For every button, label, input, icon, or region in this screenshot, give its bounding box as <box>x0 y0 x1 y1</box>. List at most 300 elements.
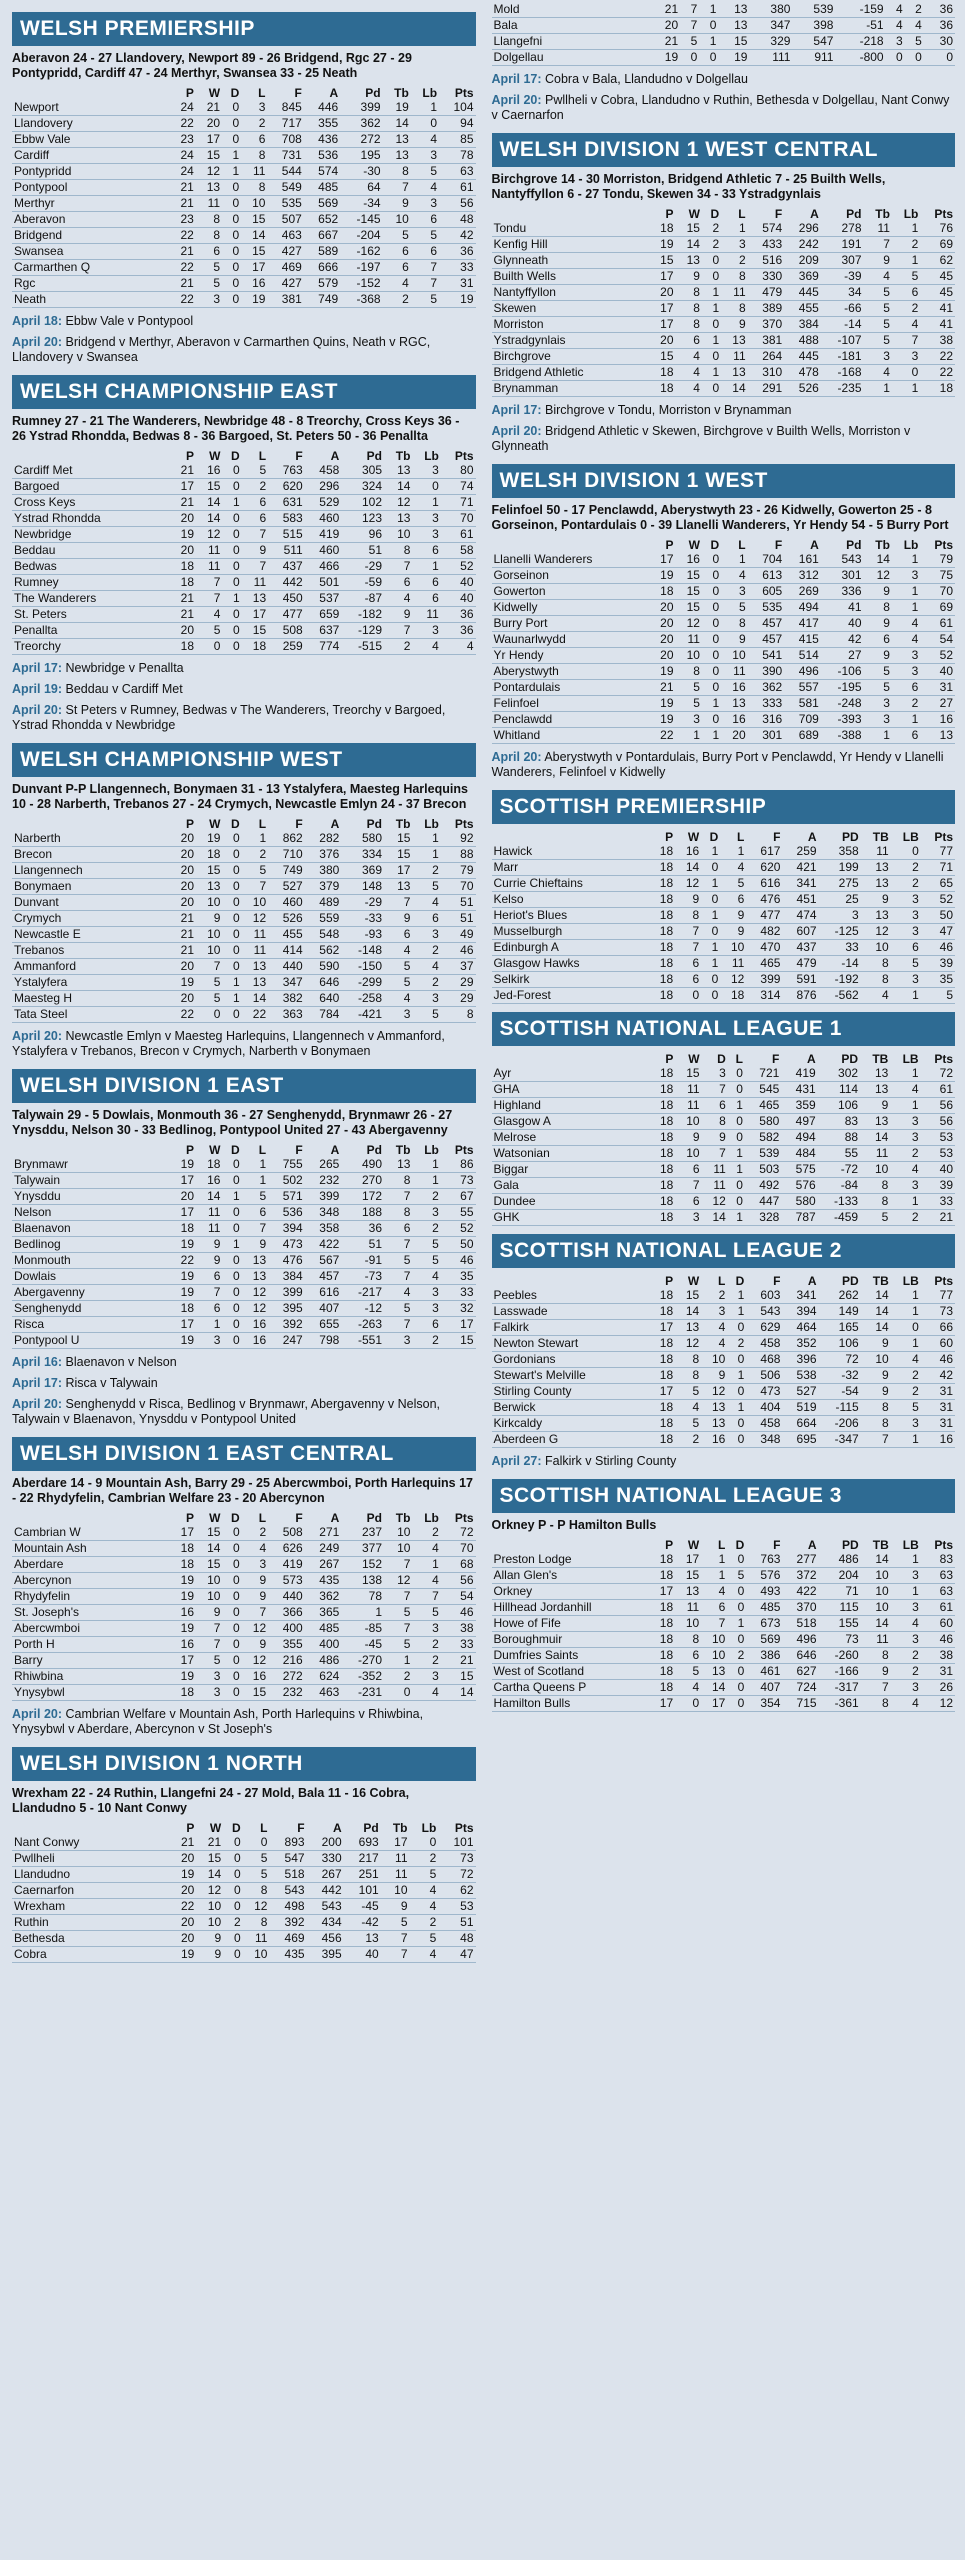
stat-cell: 458 <box>746 1416 782 1432</box>
team-name: Nantyffyllon <box>492 285 650 301</box>
stat-cell: 447 <box>745 1194 781 1210</box>
stat-cell: 21 <box>170 1835 197 1851</box>
table-row <box>12 1851 476 1867</box>
standings-table <box>12 448 476 655</box>
stat-cell: 11 <box>412 607 440 623</box>
stat-cell: 17 <box>241 260 267 276</box>
stat-cell: 787 <box>781 1210 817 1226</box>
table-row <box>12 1867 476 1883</box>
stat-cell: 9 <box>720 924 746 940</box>
right-column <box>492 2 956 2560</box>
stat-cell: 478 <box>784 365 821 381</box>
stat-cell: 11 <box>861 844 891 860</box>
stat-cell: 18 <box>649 1400 675 1416</box>
stat-cell: 22 <box>170 1253 196 1269</box>
table-row <box>492 1336 956 1352</box>
stat-cell: 22 <box>170 1007 196 1023</box>
column-header: Lb <box>421 1820 437 1835</box>
stat-cell: 15 <box>384 831 412 847</box>
stat-cell: 715 <box>782 1696 818 1712</box>
stat-cell: 7 <box>381 1931 410 1947</box>
column-header: LB <box>902 1051 919 1066</box>
stat-cell: 18 <box>170 1221 196 1237</box>
column-header: L <box>738 537 746 552</box>
stat-cell: 14 <box>196 1867 223 1883</box>
stat-cell: 61 <box>920 616 955 632</box>
stat-cell: -148 <box>341 943 384 959</box>
table-row <box>12 1557 476 1573</box>
stat-cell: 18 <box>649 1632 675 1648</box>
stat-cell: 25 <box>819 892 861 908</box>
stat-cell: 5 <box>675 1664 701 1680</box>
stat-cell: 18 <box>170 575 196 591</box>
stat-cell: 485 <box>305 1621 342 1637</box>
fixture-line <box>492 1454 956 1469</box>
stat-cell: 13 <box>861 860 891 876</box>
column-header: Tb <box>395 816 411 831</box>
stat-cell: 13 <box>242 959 268 975</box>
stat-cell: 18 <box>649 1210 675 1226</box>
stat-cell: 10 <box>861 940 891 956</box>
stat-cell: -12 <box>341 1301 384 1317</box>
team-name: Bridgend <box>12 228 170 244</box>
stat-cell: 6 <box>196 1301 222 1317</box>
fixture-date: April 20: <box>12 1029 63 1043</box>
stat-cell: 11 <box>241 164 267 180</box>
league-title: SCOTTISH NATIONAL LEAGUE 1 <box>492 1012 956 1046</box>
stat-cell: 278 <box>821 221 864 237</box>
stat-cell: 35 <box>921 972 955 988</box>
fixture-text: Cambrian Welfare v Mountain Ash, Porth Harlequins v Rhiwbina, Ynysybwl v Aberdare, Abercynon v St Joseph's <box>12 1707 424 1736</box>
stat-cell: 45 <box>920 285 955 301</box>
results-text: Wrexham 22 - 24 Ruthin, Llangefni 24 - 27 Mold, Bala 11 - 16 Cobra, Llandudno 5 - 10 Nant Conwy <box>12 1786 410 1815</box>
table-row <box>12 116 476 132</box>
stat-cell: 455 <box>784 301 821 317</box>
stat-cell: 3 <box>891 892 921 908</box>
stat-cell: 10 <box>701 1632 727 1648</box>
stat-cell: 16 <box>196 1173 222 1189</box>
stat-cell: 580 <box>341 831 384 847</box>
stat-cell: 64 <box>340 180 382 196</box>
stat-cell: 574 <box>748 221 785 237</box>
stat-cell: 259 <box>268 639 305 655</box>
fixture-line <box>12 661 476 676</box>
table-row <box>12 495 476 511</box>
stat-cell: 456 <box>307 1931 344 1947</box>
stat-cell: 9 <box>864 648 892 664</box>
table-row <box>12 1931 476 1947</box>
column-header: Pts <box>454 1510 474 1525</box>
stat-cell: 5 <box>196 975 222 991</box>
stat-cell: 2 <box>412 1637 440 1653</box>
column-header: W <box>688 206 700 221</box>
stat-cell: 12 <box>384 1573 412 1589</box>
stat-cell: -368 <box>340 292 382 308</box>
stat-cell: 5 <box>196 276 222 292</box>
stat-cell: 18 <box>649 988 675 1004</box>
stat-cell: 10 <box>675 1616 701 1632</box>
stat-cell: 56 <box>441 1573 476 1589</box>
stat-cell: 13 <box>861 908 891 924</box>
stat-cell: 7 <box>680 18 699 34</box>
stat-cell: 3 <box>892 568 920 584</box>
fixture-line <box>12 682 476 697</box>
table-header-row <box>12 1510 476 1525</box>
stat-cell: 1 <box>702 333 721 349</box>
stat-cell: 0 <box>411 116 439 132</box>
stat-cell: 61 <box>921 1082 955 1098</box>
stat-cell: 38 <box>441 1621 476 1637</box>
stat-cell: 376 <box>305 847 342 863</box>
stat-cell: 14 <box>441 1685 476 1701</box>
stat-cell: 9 <box>864 616 892 632</box>
stat-cell: -152 <box>340 276 382 292</box>
stat-cell: 2 <box>384 639 412 655</box>
stat-cell: 41 <box>821 600 864 616</box>
stat-cell: 12 <box>242 1285 268 1301</box>
stat-cell: 845 <box>267 100 303 116</box>
stat-cell: 1 <box>701 1568 727 1584</box>
stat-cell: 11 <box>242 927 268 943</box>
stat-cell: 1 <box>412 1173 440 1189</box>
stat-cell: -182 <box>341 607 384 623</box>
column-header: A <box>807 1273 817 1288</box>
fixture-line <box>12 1029 476 1059</box>
stat-cell: 165 <box>819 1320 861 1336</box>
stat-cell: 35 <box>441 1269 476 1285</box>
stat-cell: 5 <box>721 600 747 616</box>
stat-cell: -32 <box>819 1368 861 1384</box>
stat-cell: 1 <box>864 728 892 744</box>
stat-cell: 6 <box>676 333 702 349</box>
stat-cell: 51 <box>341 1237 384 1253</box>
table-row <box>12 623 476 639</box>
stat-cell: -33 <box>341 911 384 927</box>
stat-cell: 9 <box>864 253 892 269</box>
column-header <box>492 206 650 221</box>
stat-cell: 172 <box>341 1189 384 1205</box>
stat-cell: 42 <box>921 1368 955 1384</box>
stat-cell: 508 <box>268 1525 305 1541</box>
stat-cell: 1 <box>891 988 921 1004</box>
stat-cell: 380 <box>749 2 792 18</box>
team-name: Llandudno <box>12 1867 170 1883</box>
stat-cell: 18 <box>649 1288 675 1304</box>
stat-cell: 36 <box>341 1221 384 1237</box>
team-name: Carmarthen Q <box>12 260 170 276</box>
stat-cell: 24 <box>170 148 196 164</box>
stat-cell: 5 <box>864 317 892 333</box>
table-row <box>492 381 956 397</box>
stat-cell: 1 <box>727 1400 746 1416</box>
stat-cell: 73 <box>819 1632 861 1648</box>
stat-cell: 5 <box>675 1416 701 1432</box>
stat-cell: 0 <box>223 1867 243 1883</box>
team-name: Mold <box>492 2 650 18</box>
team-name: Brynmawr <box>12 1157 170 1173</box>
stat-cell: 485 <box>746 1600 782 1616</box>
stat-cell: 0 <box>222 1253 241 1269</box>
stat-cell: 4 <box>701 1584 727 1600</box>
stat-cell: 13 <box>675 1320 701 1336</box>
stat-cell: 104 <box>439 100 475 116</box>
stat-cell: 46 <box>921 940 955 956</box>
stat-cell: 1 <box>701 1552 727 1568</box>
stat-cell: 5 <box>381 1915 410 1931</box>
stat-cell: -125 <box>819 924 861 940</box>
stat-cell: 1 <box>721 552 747 568</box>
stat-cell: 15 <box>441 1333 476 1349</box>
stat-cell: 47 <box>921 924 955 940</box>
team-name: Rhiwbina <box>12 1669 170 1685</box>
stat-cell: 1 <box>891 1304 921 1320</box>
stat-cell: -54 <box>819 1384 861 1400</box>
stat-cell: 46 <box>441 943 476 959</box>
fixture-date: April 20: <box>491 424 542 438</box>
table-row <box>492 333 956 349</box>
stat-cell: 10 <box>721 648 747 664</box>
stat-cell: 11 <box>675 1600 701 1616</box>
stat-cell: 15 <box>196 479 222 495</box>
standings-table <box>492 206 956 397</box>
stat-cell: 0 <box>222 575 241 591</box>
stat-cell: 442 <box>307 1883 344 1899</box>
stat-cell: 571 <box>268 1189 305 1205</box>
stat-cell: 539 <box>792 2 835 18</box>
stat-cell: 1 <box>892 221 920 237</box>
table-row <box>12 1525 476 1541</box>
table-header-row <box>492 829 956 844</box>
team-name: Aberdeen G <box>492 1432 650 1448</box>
stat-cell: 0 <box>702 648 721 664</box>
league-section <box>492 1012 956 1226</box>
stat-cell: 80 <box>441 463 476 479</box>
stat-cell: 15 <box>384 847 412 863</box>
stat-cell: 52 <box>441 559 476 575</box>
stat-cell: -166 <box>819 1664 861 1680</box>
team-name: Ystrad Rhondda <box>12 511 170 527</box>
stat-cell: 18 <box>649 1416 675 1432</box>
stat-cell: 440 <box>268 959 305 975</box>
stat-cell: 15 <box>241 244 267 260</box>
column-header: Pd <box>846 537 862 552</box>
stat-cell: 61 <box>921 1600 955 1616</box>
stat-cell: 427 <box>267 276 303 292</box>
stat-cell: 7 <box>196 959 222 975</box>
stat-cell: 1 <box>891 1288 921 1304</box>
column-header: PD <box>842 1273 859 1288</box>
stat-cell: 10 <box>196 1573 222 1589</box>
stat-cell: 4 <box>675 1400 701 1416</box>
stat-cell: 11 <box>675 1082 701 1098</box>
column-header: TB <box>872 829 889 844</box>
team-name: Whitland <box>492 728 650 744</box>
stat-cell: 7 <box>196 591 222 607</box>
team-name: Cobra <box>12 1947 170 1963</box>
column-header <box>12 816 170 831</box>
column-header: D <box>230 85 240 100</box>
stat-cell: 50 <box>441 1237 476 1253</box>
stat-cell: 3 <box>411 196 439 212</box>
table-row <box>492 1432 956 1448</box>
league-section <box>492 790 956 1004</box>
stat-cell: 0 <box>222 196 241 212</box>
table-row <box>12 1253 476 1269</box>
stat-cell: 627 <box>782 1664 818 1680</box>
stat-cell: 477 <box>746 908 782 924</box>
stat-cell: 365 <box>305 1605 342 1621</box>
table-row <box>492 1146 956 1162</box>
table-row <box>492 712 956 728</box>
table-row <box>492 2 956 18</box>
table-row <box>12 244 476 260</box>
stat-cell: 31 <box>439 276 475 292</box>
table-row <box>492 600 956 616</box>
stat-cell: 0 <box>702 552 721 568</box>
stat-cell: 15 <box>718 34 749 50</box>
stat-cell: 5 <box>891 1400 921 1416</box>
stat-cell: 282 <box>305 831 342 847</box>
stat-cell: 316 <box>748 712 785 728</box>
stat-cell: 386 <box>746 1648 782 1664</box>
stat-cell: 399 <box>305 1189 342 1205</box>
stat-cell: 7 <box>384 895 412 911</box>
stat-cell: 20 <box>170 1851 197 1867</box>
stat-cell: 3 <box>412 511 440 527</box>
stat-cell: 5 <box>864 301 892 317</box>
team-name: Bargoed <box>12 479 170 495</box>
stat-cell: 249 <box>305 1541 342 1557</box>
stat-cell: 0 <box>702 269 721 285</box>
stat-cell: 582 <box>745 1130 781 1146</box>
table-row <box>12 543 476 559</box>
stat-cell: 18 <box>649 844 675 860</box>
stat-cell: 15 <box>649 349 675 365</box>
stat-cell: 7 <box>196 575 222 591</box>
fixture-date: April 18: <box>12 314 63 328</box>
stat-cell: 4 <box>864 365 892 381</box>
stat-cell: 13 <box>701 1416 727 1432</box>
stat-cell: 460 <box>305 543 342 559</box>
stat-cell: 29 <box>441 975 476 991</box>
stat-cell: 8 <box>864 600 892 616</box>
stat-cell: 0 <box>702 568 721 584</box>
stat-cell: 8 <box>721 301 747 317</box>
table-header-row <box>12 1820 476 1835</box>
column-header: Pts <box>454 1142 474 1157</box>
stat-cell: 13 <box>676 253 702 269</box>
column-header <box>492 1273 650 1288</box>
stat-cell: 399 <box>268 1285 305 1301</box>
stat-cell: 53 <box>921 1130 955 1146</box>
stat-cell: 0 <box>728 1194 745 1210</box>
stat-cell: 9 <box>720 908 746 924</box>
stat-cell: 11 <box>864 221 892 237</box>
stat-cell: 4 <box>886 2 905 18</box>
team-name: Kidwelly <box>492 600 650 616</box>
stat-cell: -84 <box>818 1178 860 1194</box>
stat-cell: 11 <box>720 956 746 972</box>
stat-cell: 41 <box>920 301 955 317</box>
team-name: Lasswade <box>492 1304 650 1320</box>
table-row <box>492 285 956 301</box>
stat-cell: 646 <box>782 1648 818 1664</box>
stat-cell: 5 <box>196 1653 222 1669</box>
stat-cell: 419 <box>781 1066 817 1082</box>
stat-cell: 5 <box>864 664 892 680</box>
stat-cell: 12 <box>675 876 701 892</box>
stat-cell: 1 <box>720 844 746 860</box>
team-name: Yr Hendy <box>492 648 650 664</box>
stat-cell: 0 <box>905 50 924 66</box>
stat-cell: 0 <box>222 260 241 276</box>
table-row <box>492 317 956 333</box>
team-name: Dumfries Saints <box>492 1648 650 1664</box>
stat-cell: 0 <box>222 927 241 943</box>
stat-cell: 4 <box>410 1883 439 1899</box>
column-header: A <box>810 537 819 552</box>
stat-cell: 693 <box>344 1835 381 1851</box>
column-header: W <box>209 816 221 831</box>
stat-cell: 11 <box>381 1867 410 1883</box>
column-header: W <box>688 537 700 552</box>
stat-cell: 347 <box>268 975 305 991</box>
stat-cell: 13 <box>920 728 955 744</box>
table-row <box>492 1632 956 1648</box>
team-name: Dunvant <box>12 895 170 911</box>
team-name: Currie Chieftains <box>492 876 650 892</box>
stat-cell: 291 <box>748 381 785 397</box>
league-section <box>12 1747 476 1963</box>
column-header: W <box>209 1510 221 1525</box>
stat-cell: 4 <box>412 1541 440 1557</box>
league-title: WELSH DIVISION 1 WEST CENTRAL <box>492 133 956 167</box>
stat-cell: 4 <box>410 1899 439 1915</box>
stat-cell: 473 <box>746 1384 782 1400</box>
stat-cell: -421 <box>341 1007 384 1023</box>
table-row <box>12 212 476 228</box>
stat-cell: 755 <box>268 1157 305 1173</box>
stat-cell: 9 <box>242 1589 268 1605</box>
stat-cell: 529 <box>305 495 342 511</box>
stat-cell: 0 <box>727 1352 746 1368</box>
table-row <box>12 479 476 495</box>
stat-cell: 2 <box>412 1525 440 1541</box>
team-name: Ayr <box>492 1066 650 1082</box>
standings-table <box>492 2 956 66</box>
stat-cell: 2 <box>891 1664 921 1680</box>
stat-cell: -235 <box>821 381 864 397</box>
stat-cell: 33 <box>441 1285 476 1301</box>
stat-cell: 0 <box>702 632 721 648</box>
stat-cell: 1 <box>676 728 702 744</box>
stat-cell: 9 <box>721 317 747 333</box>
stat-cell: 17 <box>242 607 268 623</box>
team-name: Pwllheli <box>12 1851 170 1867</box>
stat-cell: 1 <box>702 728 721 744</box>
stat-cell: 265 <box>305 1157 342 1173</box>
stat-cell: 52 <box>441 1221 476 1237</box>
column-header: PD <box>841 1051 859 1066</box>
stat-cell: 70 <box>441 511 476 527</box>
stat-cell: 5 <box>680 34 699 50</box>
stat-cell: 19 <box>170 1237 196 1253</box>
column-header: Pts <box>934 537 953 552</box>
stat-cell: 19 <box>170 1867 197 1883</box>
stat-cell: 55 <box>441 1205 476 1221</box>
stat-cell: 419 <box>305 527 342 543</box>
stat-cell: 358 <box>305 1221 342 1237</box>
